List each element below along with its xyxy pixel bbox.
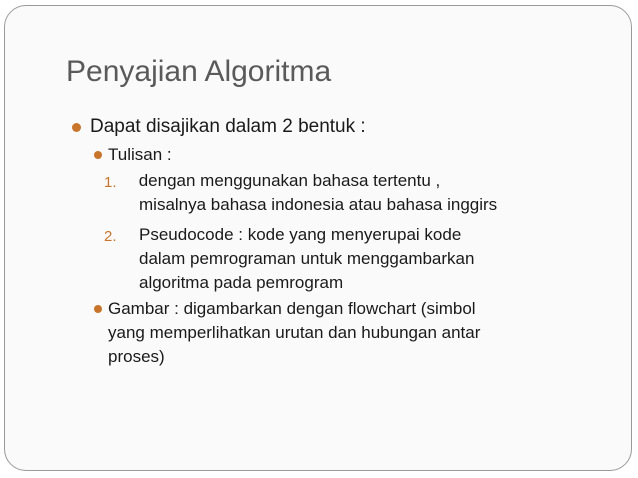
list-number: 1.	[104, 174, 117, 191]
sub-bullet-gambar-line: yang memperlihatkan urutan dan hubungan antar	[108, 323, 481, 342]
slide-title: Penyajian Algoritma	[66, 55, 332, 88]
bullet-text-main: Dapat disajikan dalam 2 bentuk :	[90, 116, 366, 137]
list-item-line: dalam pemrograman untuk menggambarkan	[139, 249, 475, 268]
sub-bullet-gambar-line: Gambar : digambarkan dengan flowchart (simbol	[108, 299, 476, 318]
list-item-line: misalnya bahasa indonesia atau bahasa inggirs	[139, 195, 498, 214]
list-item-line: algoritma pada pemrogram	[139, 273, 344, 292]
bullet-dot-icon	[94, 305, 102, 313]
list-item-line: Pseudocode : kode yang menyerupai kode	[139, 225, 462, 244]
sub-bullet-gambar-line: proses)	[108, 347, 165, 366]
list-number: 2.	[104, 228, 117, 245]
bullet-dot-icon	[72, 123, 81, 132]
sub-bullet-tulisan: Tulisan :	[108, 145, 172, 164]
list-item-line: dengan menggunakan bahasa tertentu ,	[134, 171, 441, 190]
bullet-dot-icon	[94, 151, 102, 159]
